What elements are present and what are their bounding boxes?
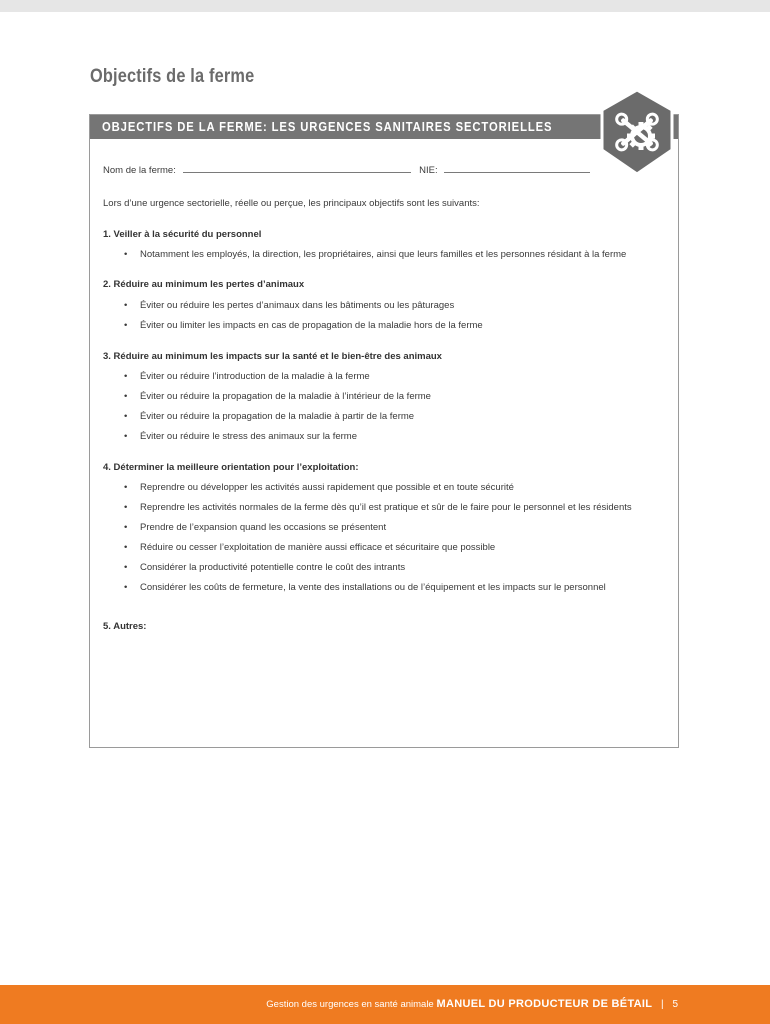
intro-text: Lors d’une urgence sectorielle, réelle ou perçue, les principaux objectifs sont les suivants: [103, 198, 480, 209]
farm-fields-row [103, 163, 590, 176]
banner-title: OBJECTIFS DE LA FERME: LES URGENCES SANITAIRES SECTORIELLES [102, 120, 553, 134]
list-item: • Éviter ou réduire les pertes d’animaux dans les bâtiments ou les pâturages [124, 300, 455, 311]
footer-text [266, 998, 678, 1010]
footer-subtitle: Gestion des urgences en santé animale [266, 999, 434, 1010]
nie-label: NIE: [419, 165, 438, 176]
wrench-gear-icon [600, 88, 674, 176]
top-strip [0, 0, 770, 12]
list-item: • Éviter ou réduire la propagation de la maladie à l’intérieur de la ferme [124, 391, 431, 402]
section-heading: 3. Réduire au minimum les impacts sur la santé et le bien-être des animaux [103, 351, 442, 362]
section-heading: 2. Réduire au minimum les pertes d’animaux [103, 279, 305, 290]
list-item: • Prendre de l’expansion quand les occasions se présentent [124, 522, 387, 533]
nie-field[interactable] [444, 163, 590, 173]
footer-title: MANUEL DU PRODUCTEUR DE BÉTAIL [436, 998, 653, 1010]
farm-name-field[interactable] [183, 163, 411, 173]
farm-name-label: Nom de la ferme: [103, 165, 176, 176]
footer-bar [0, 985, 770, 1024]
page-number: 5 [672, 999, 678, 1010]
section-heading: 5. Autres: [103, 621, 147, 632]
list-item: • Reprendre ou développer les activités aussi rapidement que possible et en toute sécurité [124, 482, 514, 493]
form-banner [90, 115, 678, 139]
list-item: • Éviter ou réduire la propagation de la maladie à partir de la ferme [124, 411, 415, 422]
list-item: • Notamment les employés, la direction, les propriétaires, ainsi que leurs familles et les personnes résidant à la ferme [124, 249, 627, 260]
list-item: • Considérer les coûts de fermeture, la vente des installations ou de l’équipement et les impacts sur le personnel [124, 582, 606, 593]
list-item: • Éviter ou réduire l’introduction de la maladie à la ferme [124, 371, 370, 382]
list-item: • Éviter ou limiter les impacts en cas de propagation de la maladie hors de la ferme [124, 320, 483, 331]
section-heading: 1. Veiller à la sécurité du personnel [103, 229, 262, 240]
list-item: • Réduire ou cesser l’exploitation de manière aussi efficace et sécuritaire que possible [124, 542, 496, 553]
page-title: Objectifs de la ferme [90, 66, 255, 87]
list-item: • Considérer la productivité potentielle contre le coût des intrants [124, 562, 406, 573]
list-item: • Éviter ou réduire le stress des animaux sur la ferme [124, 431, 358, 442]
section-heading: 4. Déterminer la meilleure orientation pour l’exploitation: [103, 462, 359, 473]
list-item: • Reprendre les activités normales de la ferme dès qu’il est pratique et sûr de le faire pour le personnel et les résidents [124, 502, 632, 513]
footer-separator: | [661, 999, 664, 1010]
